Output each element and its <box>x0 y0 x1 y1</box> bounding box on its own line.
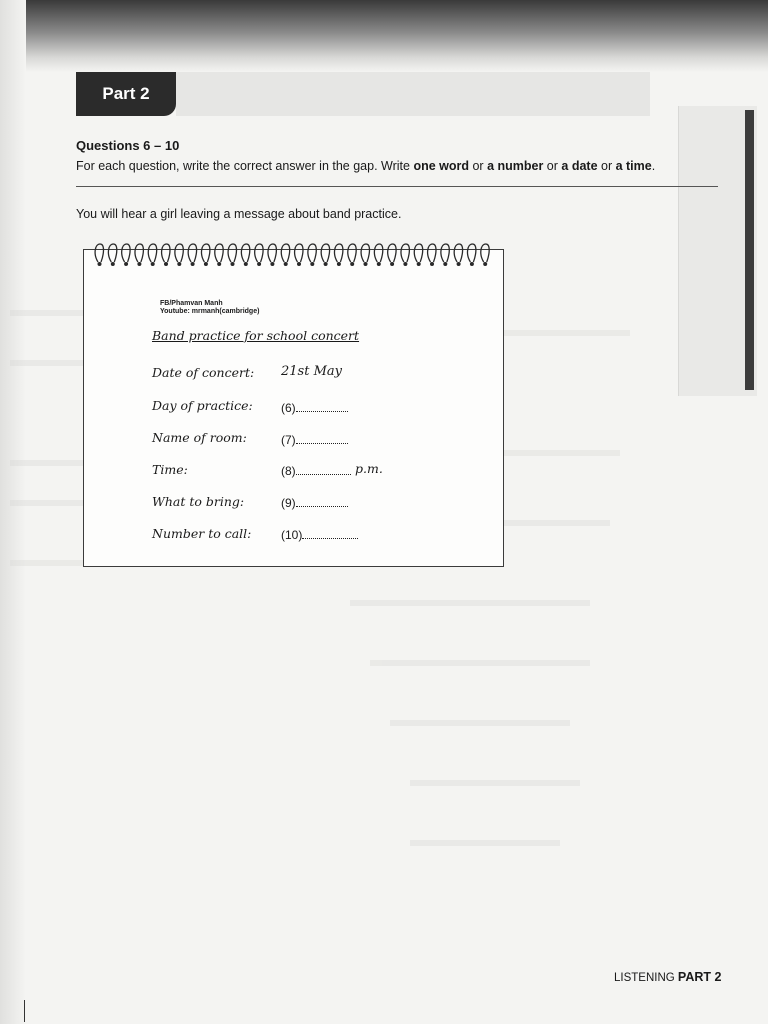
spiral-hole <box>191 262 195 266</box>
spiral-hole <box>337 262 341 266</box>
spiral-ring <box>268 244 276 262</box>
header-band <box>176 72 650 116</box>
spiral-ring <box>335 244 343 262</box>
spiral-hole <box>364 262 368 266</box>
spiral-ring <box>441 244 449 262</box>
spiral-ring <box>428 244 436 262</box>
spiral-hole <box>483 262 487 266</box>
instructions: For each question, write the correct answer in the gap. Write one word or a number or a date or a time. <box>76 159 656 173</box>
spiral-ring <box>388 244 396 262</box>
part-badge: Part 2 <box>76 72 176 116</box>
spiral-ring <box>108 244 116 262</box>
spiral-hole <box>377 262 381 266</box>
notepad-title: Band practice for school concert <box>152 328 360 343</box>
gap-10[interactable]: (10) <box>281 526 358 542</box>
spiral-ring <box>361 244 369 262</box>
spiral-hole <box>417 262 421 266</box>
spiral-hole <box>443 262 447 266</box>
spiral-ring <box>241 244 249 262</box>
spiral-hole <box>111 262 115 266</box>
test-tab-edge <box>745 110 754 390</box>
row-label-room: Name of room: <box>152 430 247 445</box>
spiral-ring <box>401 244 409 262</box>
spiral-hole <box>270 262 274 266</box>
spiral-hole <box>177 262 181 266</box>
spiral-hole <box>457 262 461 266</box>
spiral-ring <box>374 244 382 262</box>
spiral-binding <box>92 240 494 270</box>
spiral-hole <box>430 262 434 266</box>
spiral-hole <box>350 262 354 266</box>
spiral-hole <box>124 262 128 266</box>
spiral-ring <box>481 244 489 262</box>
gap-7[interactable]: (7) <box>281 431 348 447</box>
divider <box>76 186 718 187</box>
spiral-ring <box>95 244 103 262</box>
spiral-hole <box>244 262 248 266</box>
spiral-hole <box>257 262 261 266</box>
spiral-ring <box>175 244 183 262</box>
spiral-hole <box>297 262 301 266</box>
spiral-ring <box>295 244 303 262</box>
spiral-ring <box>162 244 170 262</box>
spiral-ring <box>414 244 422 262</box>
spiral-hole <box>137 262 141 266</box>
spiral-ring <box>281 244 289 262</box>
spiral-hole <box>284 262 288 266</box>
spiral-ring <box>148 244 156 262</box>
row-label-date: Date of concert: <box>152 365 255 380</box>
spiral-hole <box>403 262 407 266</box>
spiral-hole <box>204 262 208 266</box>
spiral-hole <box>231 262 235 266</box>
spiral-hole <box>98 262 102 266</box>
spiral-hole <box>164 262 168 266</box>
spiral-ring <box>135 244 143 262</box>
row-label-call: Number to call: <box>152 526 252 541</box>
margin-mark <box>24 1000 25 1022</box>
spiral-ring <box>348 244 356 262</box>
gap-9[interactable]: (9) <box>281 494 348 510</box>
spiral-hole <box>390 262 394 266</box>
footer-part: PART 2 <box>677 970 722 984</box>
questions-heading: Questions 6 – 10 <box>76 138 180 153</box>
credit-line-2: Youtube: mrmanh(cambridge) <box>160 308 260 315</box>
spiral-ring <box>188 244 196 262</box>
spiral-ring <box>122 244 130 262</box>
spiral-hole <box>151 262 155 266</box>
credits <box>160 300 259 316</box>
row-value-date: 21st May <box>281 364 342 379</box>
footer-section: LISTENING <box>614 972 675 984</box>
spiral-ring <box>215 244 223 262</box>
spiral-ring <box>228 244 236 262</box>
spiral-ring <box>255 244 263 262</box>
spiral-hole <box>310 262 314 266</box>
spiral-ring <box>308 244 316 262</box>
spiral-hole <box>324 262 328 266</box>
spiral-ring <box>454 244 462 262</box>
spiral-hole <box>470 262 474 266</box>
gap-6[interactable]: (6) <box>281 399 348 415</box>
scan-shadow-top <box>0 0 768 72</box>
row-label-time: Time: <box>152 462 188 477</box>
row-label-day: Day of practice: <box>152 398 253 413</box>
spiral-hole <box>217 262 221 266</box>
intro-text: You will hear a girl leaving a message about band practice. <box>76 207 402 221</box>
footer <box>614 970 721 984</box>
time-suffix: p.m. <box>355 461 383 476</box>
row-label-bring: What to bring: <box>152 494 245 509</box>
spiral-ring <box>468 244 476 262</box>
gap-8[interactable]: (8) <box>281 462 351 478</box>
credit-line-1: FB/Phamvan Manh <box>160 300 223 307</box>
spiral-ring <box>202 244 210 262</box>
spiral-ring <box>321 244 329 262</box>
